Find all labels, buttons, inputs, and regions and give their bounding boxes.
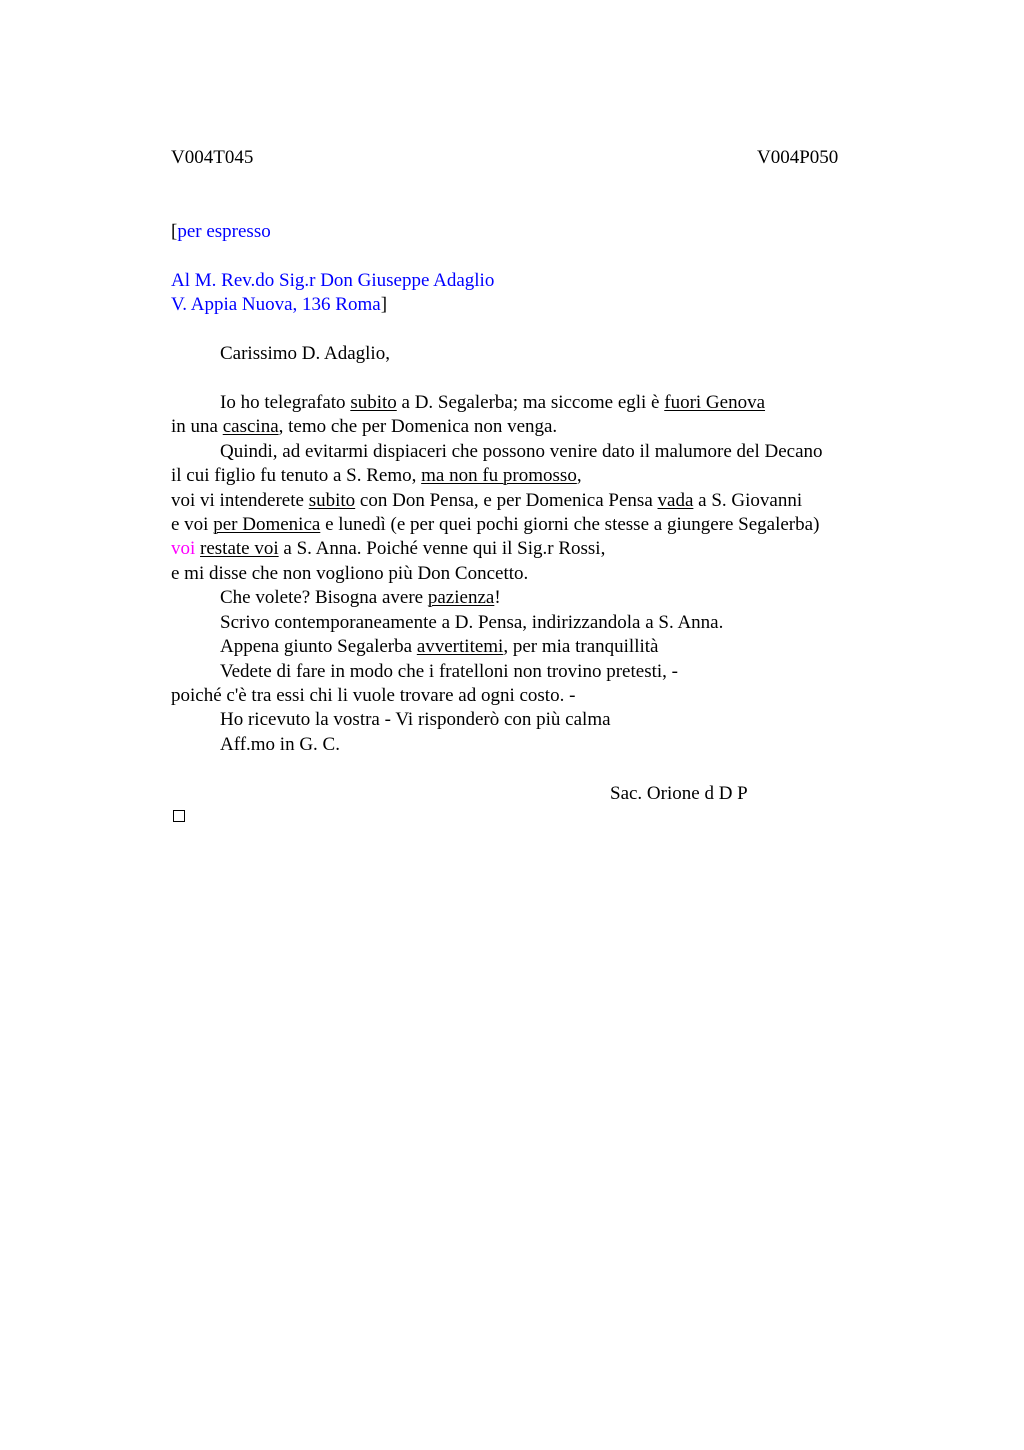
addressee-address — [171, 293, 387, 317]
bracket-open: [ — [171, 221, 178, 242]
underlined-text: subito — [308, 490, 356, 511]
body-line-14: Ho ricevuto la vostra - Vi risponderò con più calma — [220, 709, 611, 730]
body-line-2: in una cascina, temo che per Domenica non venga. — [171, 416, 558, 437]
body-line-11: Appena giunto Segalerba avvertitemi, per mia tranquillità — [220, 636, 659, 657]
body-line-5: voi vi intenderete subito con Don Pensa, e per Domenica Pensa vada a S. Giovanni — [171, 490, 803, 511]
underlined-text: vada — [657, 490, 694, 511]
underlined-text: pazienza — [427, 587, 495, 608]
body-line-13: poiché c'è tra essi chi li vuole trovare ad ogni costo. - — [171, 685, 576, 706]
underlined-text: ma non fu promosso — [421, 465, 577, 486]
underlined-text: fuori Genova — [664, 392, 766, 413]
body-line-8: e mi disse che non vogliono più Don Concetto. — [171, 563, 529, 584]
delivery-note-text: per espresso — [177, 221, 271, 242]
salutation: Carissimo D. Adaglio, — [220, 343, 390, 364]
body-line-9: Che volete? Bisogna avere pazienza! — [220, 587, 501, 608]
body-line-3: Quindi, ad evitarmi dispiaceri che possono venire dato il malumore del Decano — [220, 441, 823, 462]
end-marker-box — [173, 810, 185, 822]
body-line-4: il cui figlio fu tenuto a S. Remo, ma non fu promosso, — [171, 465, 582, 486]
underlined-text: per Domenica — [213, 514, 321, 535]
closing: Aff.mo in G. C. — [220, 734, 340, 755]
addressee-address-text: V. Appia Nuova, 136 Roma — [171, 294, 381, 315]
underlined-text: subito — [350, 392, 397, 413]
body-line-7: voi restate voi a S. Anna. Poiché venne qui il Sig.r Rossi, — [171, 538, 606, 559]
document-code-left: V004T045 — [171, 147, 254, 168]
addressee-name: Al M. Rev.do Sig.r Don Giuseppe Adaglio — [171, 270, 495, 291]
underlined-text: restate voi — [200, 538, 279, 559]
underlined-text: cascina — [222, 416, 279, 437]
bracket-close: ] — [380, 294, 388, 315]
editorial-insertion: voi — [171, 538, 196, 559]
body-line-10: Scrivo contemporaneamente a D. Pensa, indirizzandola a S. Anna. — [220, 612, 724, 633]
document-code-right: V004P050 — [757, 147, 839, 168]
delivery-note — [171, 220, 271, 244]
underlined-text: avvertitemi — [416, 636, 504, 657]
body-line-6: e voi per Domenica e lunedì (e per quei pochi giorni che stesse a giungere Segalerba) — [171, 514, 820, 535]
body-line-1: Io ho telegrafato subito a D. Segalerba; ma siccome egli è fuori Genova — [220, 392, 766, 413]
body-line-12: Vedete di fare in modo che i fratelloni non trovino pretesti, - — [220, 661, 678, 682]
signature: Sac. Orione d D P — [610, 783, 748, 804]
